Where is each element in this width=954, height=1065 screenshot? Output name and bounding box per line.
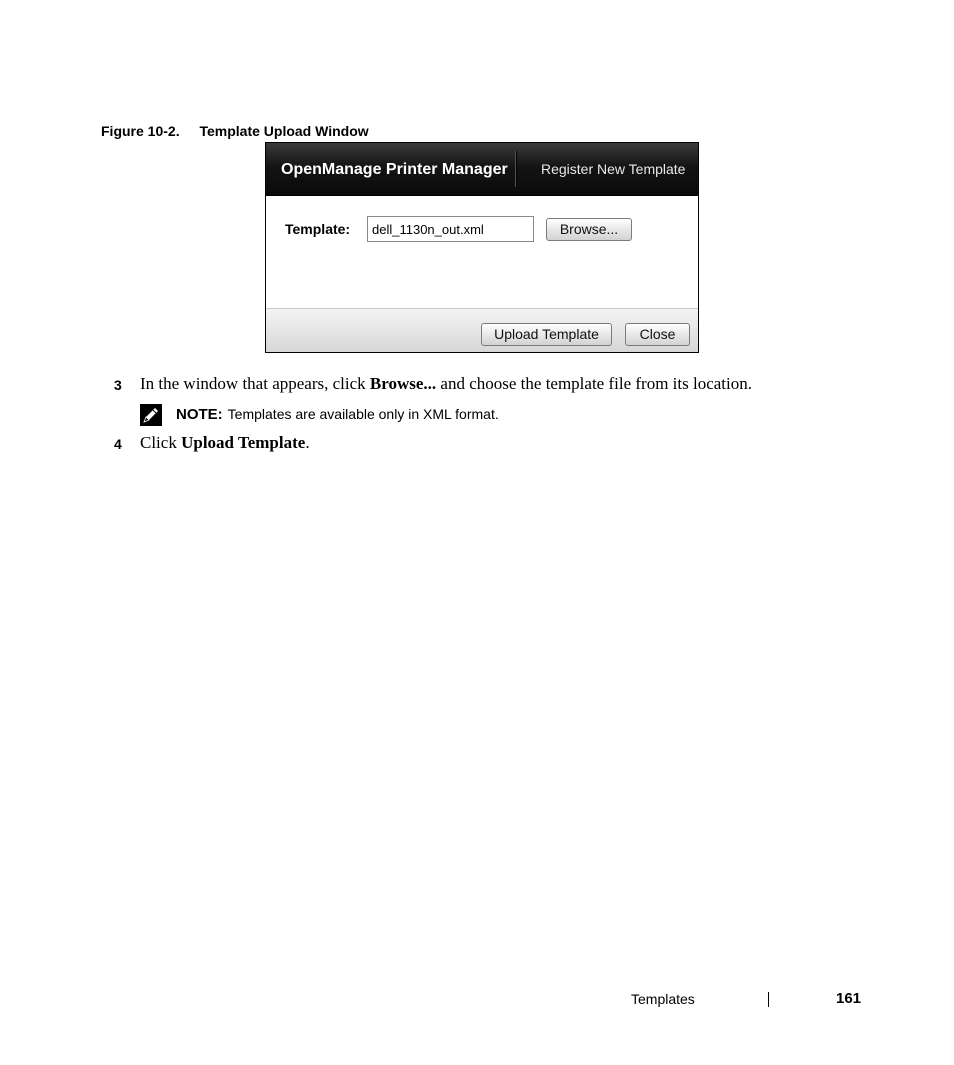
- app-title: OpenManage Printer Manager: [281, 161, 508, 178]
- window-footer: [266, 308, 698, 353]
- browse-button[interactable]: Browse...: [546, 218, 632, 241]
- window-content: [266, 196, 698, 308]
- step-text-part: and choose the template file from its location.: [436, 374, 752, 393]
- step-bold-term: Browse...: [369, 374, 437, 393]
- step-text-part: Click: [140, 433, 182, 452]
- note: [176, 406, 499, 423]
- titlebar-divider: [515, 151, 516, 187]
- close-button[interactable]: Close: [625, 323, 690, 346]
- section-title: Register New Template: [541, 161, 686, 177]
- figure-number: Figure 10-2.: [101, 123, 180, 139]
- step-number: 4: [114, 436, 122, 452]
- step-number: 3: [114, 377, 122, 393]
- step-text-part: In the window that appears, click: [140, 374, 370, 393]
- template-upload-window: [265, 142, 699, 353]
- step-text: [140, 374, 752, 394]
- note-text: Templates are available only in XML format.: [227, 406, 499, 422]
- note-label: NOTE:: [176, 406, 223, 423]
- footer-section-name: Templates: [631, 991, 695, 1007]
- template-file-input[interactable]: [367, 216, 534, 242]
- page-number: 161: [836, 990, 862, 1007]
- step-text-part: .: [305, 433, 310, 452]
- upload-template-button[interactable]: Upload Template: [481, 323, 612, 346]
- window-titlebar: [266, 143, 698, 196]
- figure-caption: [101, 123, 369, 139]
- template-label: Template:: [285, 221, 351, 237]
- footer-divider: [768, 992, 769, 1007]
- figure-title: Template Upload Window: [199, 123, 369, 139]
- pencil-note-icon: [140, 404, 162, 426]
- step-bold-term: Upload Template: [181, 433, 306, 452]
- step-text: [140, 433, 310, 453]
